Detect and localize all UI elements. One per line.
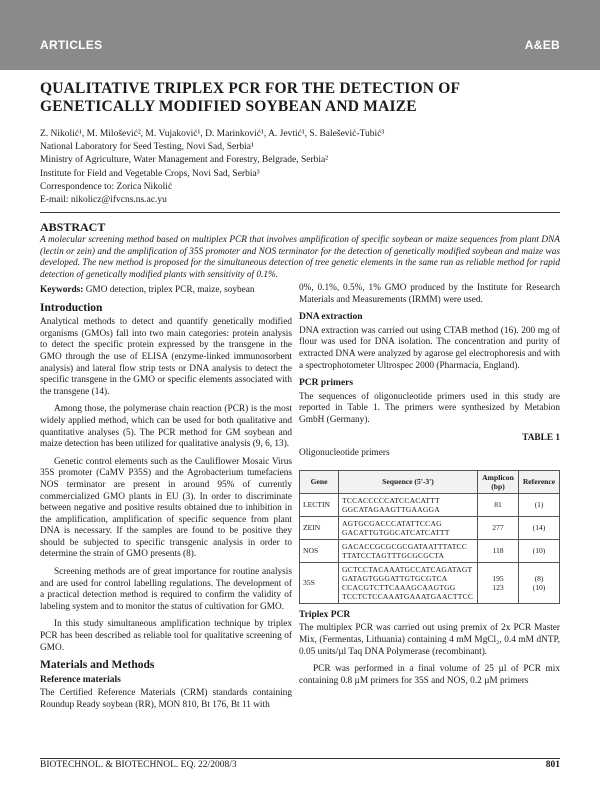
table-caption: Oligonucleotide primers — [299, 448, 390, 459]
intro-paragraph: Genetic control elements such as the Cauliflower Mosaic Virus 35S promoter (CaMV P35S) and the Agrobacterium tumefaciens NOS terminator are present in around 95% of currently commercialized GMO plants in EU (3). In order to discriminate between negative and positive results obtained due to inhibition in the amplification, amplification of specific sequence from plant DNA is necessary. If the samples are found to be positive they should be subjected to specific transgenic analysis in order to determine the strain of GMO presents (8). — [40, 456, 292, 560]
title-line: QUALITATIVE TRIPLEX PCR FOR THE DETECTION OF — [40, 80, 461, 97]
primer-sequence: GCTCCTACAAATGCCATCAGATAGT — [342, 564, 473, 574]
triplex-pcr-text: PCR was performed in a final volume of 25 µl of PCR mix containing 0.8 µM primers for 35S and NOS, 0.2 µM primers — [299, 664, 560, 686]
journal-citation: BIOTECHNOL. & BIOTECHNOL. EQ. 22/2008/3 — [40, 760, 237, 770]
reference-value: (8) — [534, 573, 544, 583]
table-row — [300, 516, 560, 539]
reference-value: (10) — [532, 582, 546, 592]
primer-sequence: AGTGCGACCCATATTCCAG — [342, 518, 442, 528]
table-header-cell: Amplicon (bp) — [478, 470, 519, 493]
reference-cell: (1) — [519, 493, 560, 516]
primer-table — [299, 470, 560, 604]
amplicon-value: 195 — [492, 573, 504, 583]
amplicon-value: 123 — [492, 582, 504, 592]
left-column — [40, 285, 292, 718]
table-number: TABLE 1 — [522, 432, 560, 443]
affiliation: Institute for Field and Vegetable Crops, Novi Sad, Serbia³ — [40, 168, 260, 179]
pcr-primers-text: The sequences of oligonucleotide primers used in this study are reported in Table 1. The primers were synthesized by Metabion GmbH (Germany). — [299, 391, 560, 425]
affiliation: National Laboratory for Seed Testing, Novi Sad, Serbia¹ — [40, 142, 254, 153]
table-header-row — [300, 470, 560, 493]
primer-sequence: GGCATAGAAGTTGAAGGA — [342, 504, 440, 514]
table-row — [300, 562, 560, 603]
sequence-cell — [339, 539, 478, 562]
sequence-cell — [339, 516, 478, 539]
intro-heading: Introduction — [40, 301, 103, 314]
table-row — [300, 539, 560, 562]
author-block — [40, 128, 560, 207]
primer-sequence: TCCACCCCCATCCACATTT — [342, 495, 440, 505]
keywords-text: GMO detection, triplex PCR, maize, soybean — [83, 285, 255, 295]
reference-cell: (10) — [519, 539, 560, 562]
dna-extraction-heading: DNA extraction — [299, 312, 363, 323]
reference-cell: (14) — [519, 516, 560, 539]
email[interactable]: E-mail: nikolicz@ifvcns.ns.ac.yu — [40, 195, 167, 206]
right-column — [299, 283, 560, 693]
amplicon-cell — [478, 562, 519, 603]
gene-cell: LECTIN — [300, 493, 339, 516]
keywords-label: Keywords: — [40, 285, 84, 295]
primer-sequence: CCACGTCTTCAAAGCAAGTGG — [342, 582, 456, 592]
methods-heading: Materials and Methods — [40, 659, 155, 672]
article-title — [40, 80, 560, 116]
journal-header-band — [0, 0, 600, 70]
dna-extraction-text: DNA extraction was carried out using CTAB method (16). 200 mg of flour was used for DNA isolation. The concentration and purity of extracted DNA were analyzed by agarose gel electrophoresis and with a spectrophotometer Ultrospec 2000 (Pharmacia, England). — [299, 325, 560, 371]
amplicon-cell: 81 — [478, 493, 519, 516]
amplicon-cell: 277 — [478, 516, 519, 539]
table-header-cell: Sequence (5'-3') — [339, 470, 478, 493]
keywords — [40, 285, 292, 297]
footer-divider — [40, 758, 560, 759]
table-header-cell: Gene — [300, 470, 339, 493]
intro-paragraph: Screening methods are of great importance for routine analysis and are used for control labelling regulations. The development of a practical detection method is required to confirm the validity of labeling system and to monitor the status of cultivation for GMO. — [40, 567, 292, 612]
amplicon-cell: 118 — [478, 539, 519, 562]
section-label: ARTICLES — [40, 38, 103, 52]
reference-materials-heading: Reference materials — [40, 674, 121, 685]
affiliation: Ministry of Agriculture, Water Management and Forestry, Belgrade, Serbia² — [40, 155, 329, 166]
divider — [40, 212, 560, 213]
intro-paragraph: Among those, the polymerase chain reaction (PCR) is the most widely applied method, which can be used for both qualitative and quantitative analyses (5). The PCR method for GM soybean and maize detection has been utilized for qualitative analysis (9, 6, 13). — [40, 404, 292, 450]
primer-sequence: GATAGTGGGATTGTGCGTCA — [342, 573, 448, 583]
gene-cell: NOS — [300, 539, 339, 562]
page-number: 801 — [545, 760, 560, 770]
sequence-cell — [339, 562, 478, 603]
table-row — [300, 493, 560, 516]
correspondence: Correspondence to: Zorica Nikolić — [40, 181, 173, 192]
triplex-pcr-heading: Triplex PCR — [299, 609, 351, 620]
abstract-text: A molecular screening method based on multiplex PCR that involves amplification of specific soybean or maize sequences from plant DNA (lectin or zein) and the amplification of 35S promoter and NOS terminator for the detection of genetically modified soybean and maize was developed. The new method is proposed for the simultaneous detection of tree genetic elements in the same run as reliable method for rapid detection of genetically modified plants with sensitivity of 0.1%. — [40, 235, 560, 280]
table-header-cell: Reference — [519, 470, 560, 493]
gene-cell: 35S — [300, 562, 339, 603]
journal-label: A&EB — [524, 38, 560, 52]
primer-sequence: GACATTGTGGCATCATCATTT — [342, 527, 450, 537]
pcr-primers-heading: PCR primers — [299, 378, 354, 389]
author-list: Z. Nikolić¹, M. Milošević², M. Vujaković¹, D. Marinković¹, A. Jevtić¹, S. Balešević-Tubić³ — [40, 129, 385, 139]
primer-sequence: TCCTCTCCAAATGAAATGAACTTCC — [342, 591, 474, 601]
reference-cell — [519, 562, 560, 603]
primer-sequence: GACACCGCGCGCGATAATTTATCC — [342, 541, 468, 551]
primer-sequence: TTATCCTAGTTTGCGCGCTA — [342, 550, 445, 560]
reference-materials-continued: 0%, 0.1%, 0.5%, 1% GMO produced by the Institute for Research Materials and Measurements (IRMM) were used. — [299, 283, 560, 305]
triplex-pcr-text: The multiplex PCR was carried out using premix of 2x PCR Master Mix, (Fermentas, Lithuania) containing 4 mM MgCl₂, 0.4 mM dNTP, 0.05 units/µl Taq DNA Polymerase (recombinant). — [299, 623, 560, 657]
intro-paragraph: Analytical methods to detect and quantify genetically modified organisms (GMOs) fall into two main categories: protein analysis to detect the specific protein expressed by the transgene in the GMO through the use of ELISA (enzyme-linked immunosorbent analysis) and lateral flow strip tests or DNA analysis to detect the specific transgene in the GMO or specific elements associated with the transgene (14). — [40, 317, 292, 397]
sequence-cell — [339, 493, 478, 516]
abstract-heading: ABSTRACT — [40, 220, 106, 234]
gene-cell: ZEIN — [300, 516, 339, 539]
title-line: GENETICALLY MODIFIED SOYBEAN AND MAIZE — [40, 98, 417, 115]
reference-materials-text: The Certified Reference Materials (CRM) standards containing Roundup Ready soybean (RR), MON 810, Bt 176, Bt 11 with — [40, 688, 292, 710]
intro-paragraph: In this study simultaneous amplification technique by triplex PCR has been described as reliable tool for qualitative screening of GMO. — [40, 619, 292, 653]
